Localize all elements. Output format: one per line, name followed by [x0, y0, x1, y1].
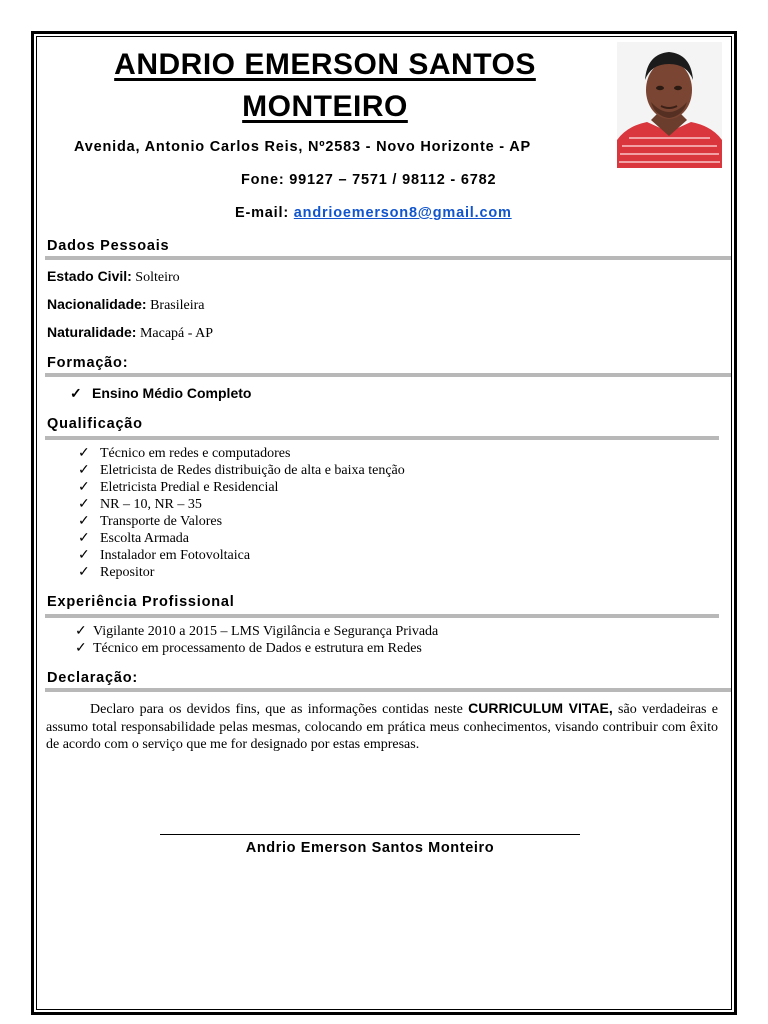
check-icon: ✓: [75, 641, 87, 656]
list-item: [75, 623, 438, 640]
field-value: Brasileira: [150, 298, 205, 313]
section-title-qualification: Qualificação: [47, 416, 143, 432]
profile-photo-icon: [617, 42, 722, 168]
list-item: [70, 385, 251, 402]
signature-line: [160, 834, 580, 835]
list-item-label: NR – 10, NR – 35: [100, 497, 202, 512]
field-civil-status: [47, 268, 180, 286]
declaration-part: Declaro para os devidos fins, que as informações contidas neste: [90, 702, 469, 717]
list-item: [78, 462, 405, 479]
phone: Fone: 99127 – 7571 / 98112 - 6782: [241, 172, 497, 188]
list-item-label: Escolta Armada: [100, 531, 190, 546]
list-item-label: Instalador em Fotovoltaica: [100, 548, 251, 563]
list-item-label: Vigilante 2010 a 2015 – LMS Vigilância e Segurança Privada: [93, 624, 439, 639]
field-label: Nacionalidade:: [47, 296, 147, 312]
candidate-name: ANDRIO EMERSON SANTOS MONTEIRO: [114, 48, 536, 123]
list-item: [78, 496, 202, 513]
declaration-highlight: CURRICULUM VITAE,: [468, 700, 613, 716]
check-icon: ✓: [75, 624, 87, 639]
field-label: Estado Civil:: [47, 268, 132, 284]
check-icon: ✓: [78, 531, 90, 546]
check-icon: ✓: [78, 548, 90, 563]
list-item-label: Repositor: [100, 565, 155, 580]
address: Avenida, Antonio Carlos Reis, Nº2583 - Novo Horizonte - AP: [74, 139, 531, 155]
check-icon: ✓: [78, 514, 90, 529]
check-icon: ✓: [78, 565, 90, 580]
list-item-label: Técnico em redes e computadores: [100, 446, 291, 461]
field-nationality: [47, 296, 205, 314]
section-rule: [45, 688, 731, 692]
list-item: [78, 530, 189, 547]
declaration-text: [46, 700, 718, 754]
section-title-experience: Experiência Profissional: [47, 594, 235, 610]
check-icon: ✓: [78, 497, 90, 512]
profile-photo: [617, 42, 722, 168]
list-item: [78, 547, 250, 564]
field-label: Naturalidade:: [47, 324, 137, 340]
section-rule: [45, 436, 719, 440]
declaration-part: são verdadeiras e assumo total responsabilidade pelas mesmas, colocando em prática meus conhecimentos, visando contribuir com êxito de acordo com o serviço que me for designado por estas empresas.: [46, 702, 718, 752]
field-value: Macapá - AP: [139, 326, 214, 341]
list-item-label: Técnico em processamento de Dados e estrutura em Redes: [93, 641, 422, 656]
section-rule: [45, 614, 719, 618]
signature-name: Andrio Emerson Santos Monteiro: [245, 840, 495, 856]
list-item-label: Transporte de Valores: [100, 514, 223, 529]
list-item-label: Eletricista de Redes distribuição de alta e baixa tenção: [100, 463, 405, 478]
section-rule: [45, 373, 731, 377]
list-item: [75, 640, 422, 657]
list-item: [78, 513, 222, 530]
field-value: Solteiro: [135, 270, 180, 285]
list-item: [78, 445, 290, 462]
email-label: E-mail:: [235, 205, 289, 221]
list-item: [78, 479, 278, 496]
section-title-personal: Dados Pessoais: [47, 238, 170, 254]
email-row: [235, 205, 512, 221]
section-rule: [45, 256, 731, 260]
list-item-label: Ensino Médio Completo: [92, 385, 252, 401]
field-birthplace: [47, 324, 213, 342]
email-link[interactable]: andrioemerson8@gmail.com: [293, 205, 512, 221]
list-item: [78, 564, 154, 581]
check-icon: ✓: [78, 446, 90, 461]
section-title-education: Formação:: [47, 355, 129, 371]
list-item-label: Eletricista Predial e Residencial: [100, 480, 279, 495]
check-icon: ✓: [78, 463, 90, 478]
check-icon: ✓: [70, 385, 82, 401]
section-title-declaration: Declaração:: [47, 670, 139, 686]
check-icon: ✓: [78, 480, 90, 495]
